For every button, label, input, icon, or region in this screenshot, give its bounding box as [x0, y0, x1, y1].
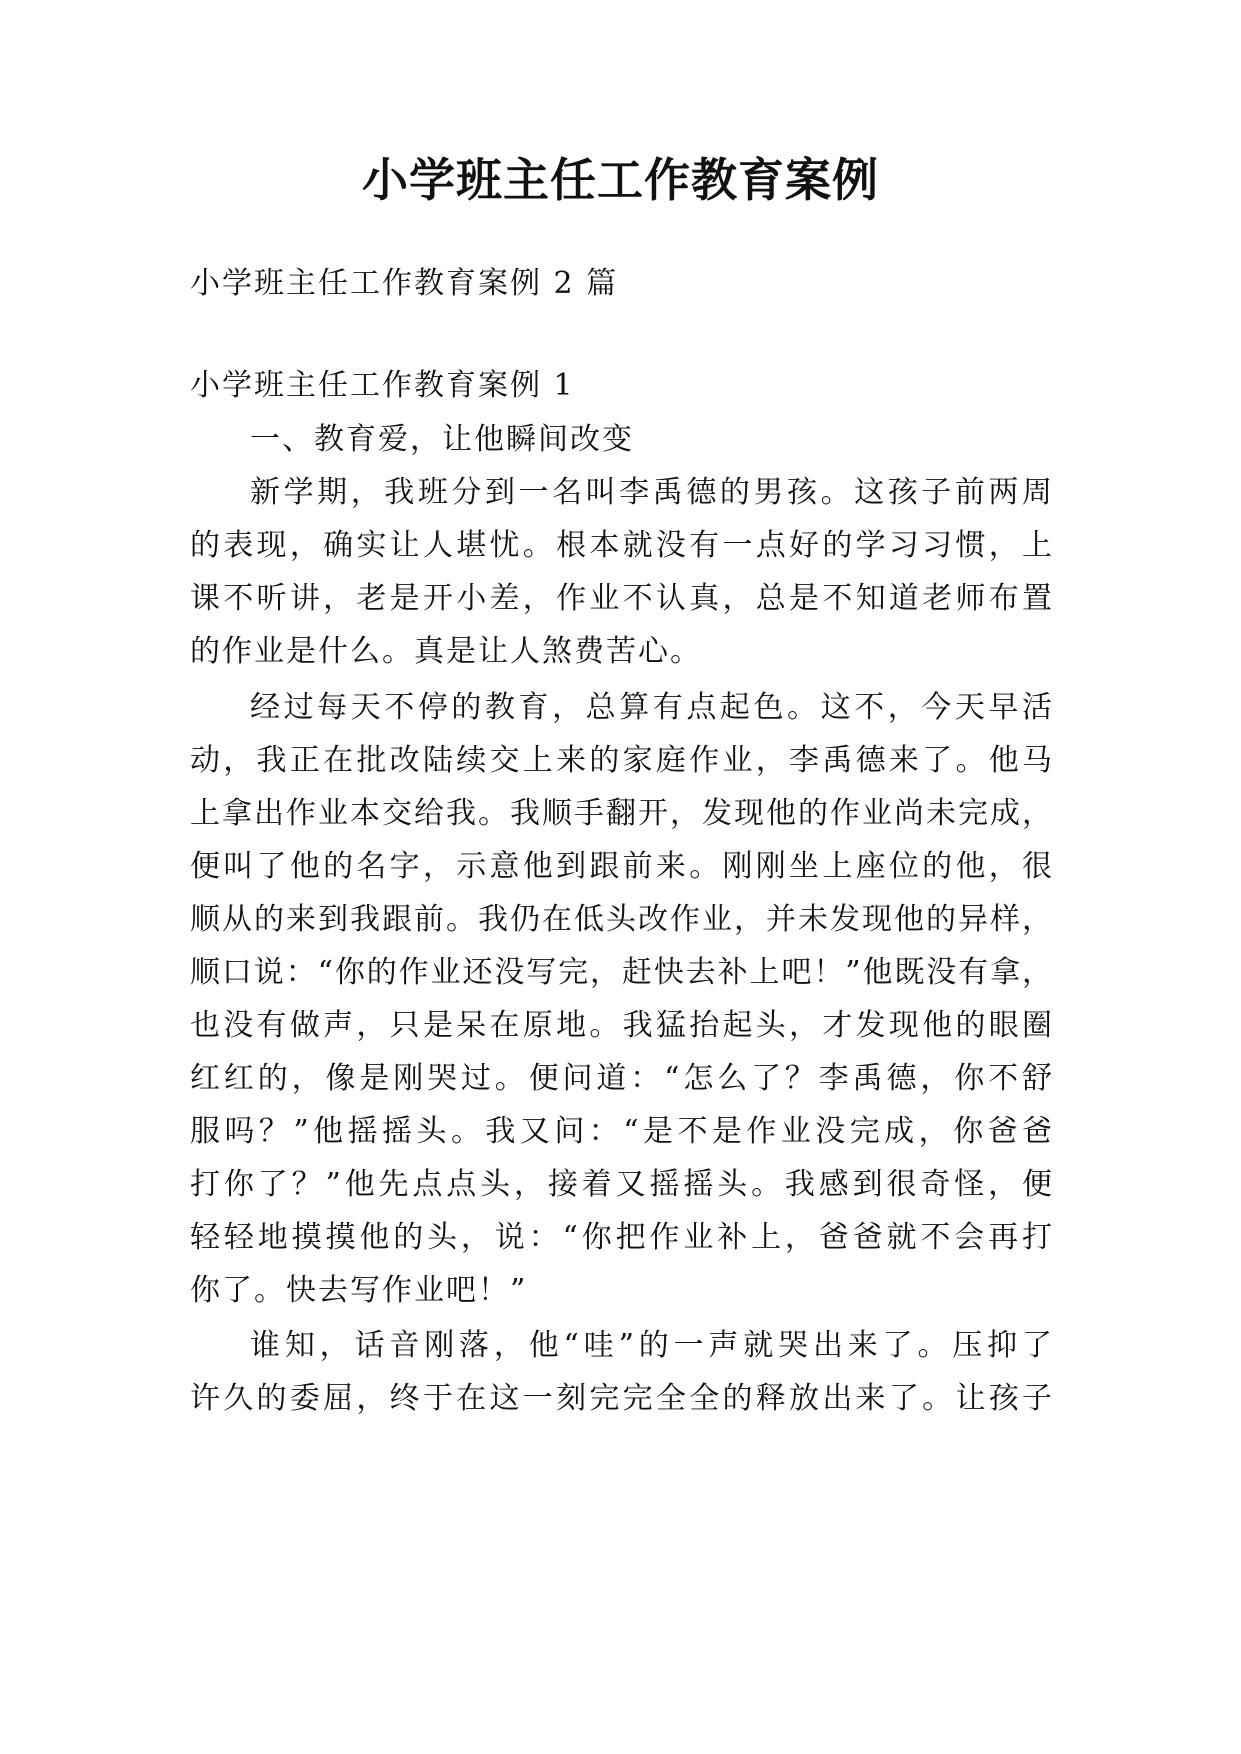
case1-heading: 小学班主任工作教育案例 1: [190, 368, 575, 403]
document-title: 小学班主任工作教育案例: [362, 153, 879, 207]
paragraph-line: 轻轻地摸摸他的头，说：“你把作业补上，爸爸就不会再打: [190, 1220, 1052, 1255]
paragraph-line: 打你了？”他先点点头，接着又摇摇头。我感到很奇怪，便: [190, 1167, 1052, 1202]
paragraph-line: 上拿出作业本交给我。我顺手翻开，发现他的作业尚未完成，: [190, 796, 1052, 831]
paragraph-line: 的作业是什么。真是让人煞费苦心。: [190, 634, 702, 669]
paragraph-line: 服吗？”他摇摇头。我又问：“是不是作业没完成，你爸爸: [190, 1114, 1052, 1149]
paragraph-line: 的表现，确实让人堪忧。根本就没有一点好的学习习惯，上: [190, 528, 1052, 563]
paragraph-line: 顺口说：“你的作业还没写完，赶快去补上吧！”他既没有拿，: [190, 955, 1052, 990]
paragraph-line: 你了。快去写作业吧！”: [190, 1273, 528, 1308]
section1-heading: 一、教育爱，让他瞬间改变: [250, 422, 634, 457]
paragraph-line: 也没有做声，只是呆在原地。我猛抬起头，才发现他的眼圈: [190, 1008, 1052, 1043]
paragraph-line: 红红的，像是刚哭过。便问道：“怎么了？李禹德，你不舒: [190, 1061, 1052, 1096]
paragraph-line: 动，我正在批改陆续交上来的家庭作业，李禹德来了。他马: [190, 743, 1052, 778]
paragraph-line: 经过每天不停的教育，总算有点起色。这不，今天早活: [250, 690, 1052, 725]
paragraph-line: 便叫了他的名字，示意他到跟前来。刚刚坐上座位的他，很: [190, 849, 1052, 884]
paragraph-line: 课不听讲，老是开小差，作业不认真，总是不知道老师布置: [190, 581, 1052, 616]
paragraph-line: 新学期，我班分到一名叫李禹德的男孩。这孩子前两周: [250, 475, 1052, 510]
document-subtitle: 小学班主任工作教育案例 2 篇: [190, 266, 619, 301]
paragraph-line: 谁知，话音刚落，他“哇”的一声就哭出来了。压抑了: [250, 1328, 1052, 1363]
paragraph-line: 许久的委屈，终于在这一刻完完全全的释放出来了。让孩子: [190, 1381, 1052, 1416]
paragraph-line: 顺从的来到我跟前。我仍在低头改作业，并未发现他的异样，: [190, 902, 1052, 937]
